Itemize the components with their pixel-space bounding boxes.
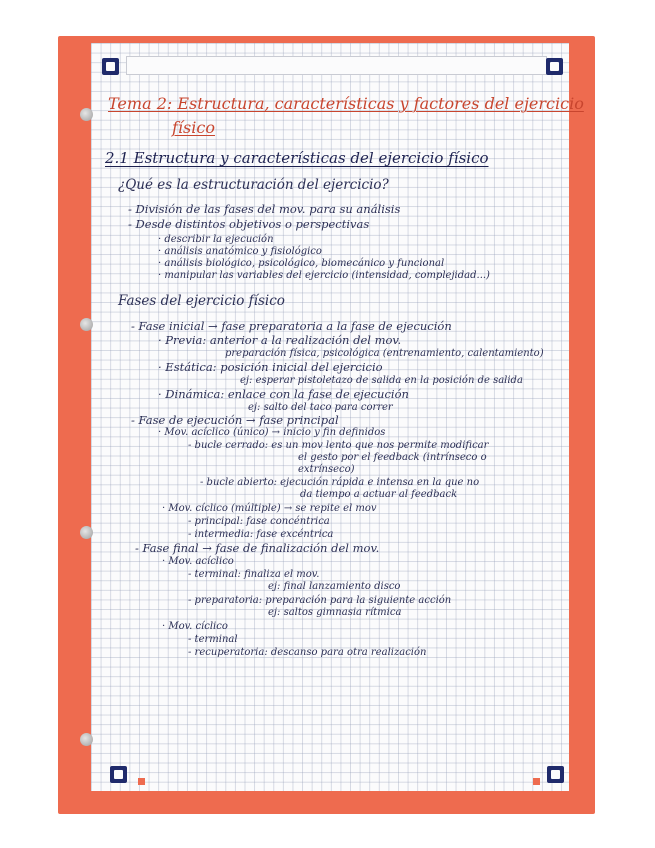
note-line: · análisis anatómico y fisiológico (158, 246, 322, 257)
phase-line: · Mov. cíclico (162, 621, 228, 632)
title-line-2: físico (172, 118, 215, 137)
phase-line: - Fase de ejecución → fase principal (131, 413, 339, 427)
phase-line: - Fase final → fase de finalización del mov. (135, 541, 380, 555)
phase-line: · Mov. acíclico (único) → inicio y fin definidos (158, 427, 386, 438)
phase-line: el gesto por el feedback (intrínseco o (298, 452, 487, 463)
phase-line: - recuperatoria: descanso para otra realización (188, 647, 427, 658)
corner-square-icon (138, 778, 145, 785)
corner-mark-icon (102, 58, 119, 75)
phase-line: ej: saltos gimnasia rítmica (268, 607, 402, 618)
binder-hole-icon (80, 318, 93, 331)
phase-line: ej: final lanzamiento disco (268, 581, 401, 592)
corner-mark-icon (110, 766, 127, 783)
header-box (126, 56, 547, 75)
phase-line: · Mov. acíclico (162, 556, 234, 567)
binder-hole-icon (80, 526, 93, 539)
phase-line: - Fase inicial → fase preparatoria a la fase de ejecución (131, 319, 452, 333)
binder-hole-icon (80, 733, 93, 746)
phase-line: - intermedia: fase excéntrica (188, 529, 334, 540)
corner-mark-icon (547, 766, 564, 783)
title-line-1: Tema 2: Estructura, características y factores del ejercicio (108, 94, 584, 113)
phase-line: ej: salto del taco para correr (248, 402, 393, 413)
phase-line: extrínseco) (298, 464, 355, 475)
question-heading: ¿Qué es la estructuración del ejercicio? (118, 177, 389, 193)
note-line: · manipular las variables del ejercicio (intensidad, complejidad...) (158, 270, 490, 281)
phase-line: preparación física, psicológica (entrenamiento, calentamiento) (225, 348, 544, 359)
phase-line: - terminal: finaliza el mov. (188, 569, 320, 580)
section-heading: 2.1 Estructura y características del ejercicio físico (105, 149, 489, 167)
phase-line: - bucle abierto: ejecución rápida e intensa en la que no (200, 477, 480, 488)
phase-line: · Mov. cíclico (múltiple) → se repite el mov (162, 503, 377, 514)
corner-square-icon (533, 778, 540, 785)
phase-line: · Previa: anterior a la realización del mov. (158, 333, 402, 347)
phase-line: · Estática: posición inicial del ejercicio (158, 360, 383, 374)
phase-line: da tiempo a actuar al feedback (300, 489, 458, 500)
corner-mark-icon (546, 58, 563, 75)
phase-line: - principal: fase concéntrica (188, 516, 330, 527)
note-line: - División de las fases del mov. para su análisis (128, 202, 401, 216)
phase-line: - preparatoria: preparación para la siguiente acción (188, 595, 452, 606)
phase-line: · Dinámica: enlace con la fase de ejecución (158, 387, 409, 401)
note-line: · análisis biológico, psicológico, biomecánico y funcional (158, 258, 445, 269)
phase-line: - bucle cerrado: es un mov lento que nos permite modificar (188, 440, 489, 451)
note-line: - Desde distintos objetivos o perspectivas (128, 217, 370, 231)
phase-line: - terminal (188, 634, 238, 645)
binder-hole-icon (80, 108, 93, 121)
note-line: · describir la ejecución (158, 234, 274, 245)
phases-heading: Fases del ejercicio físico (118, 293, 285, 309)
phase-line: ej: esperar pistoletazo de salida en la posición de salida (240, 375, 523, 386)
